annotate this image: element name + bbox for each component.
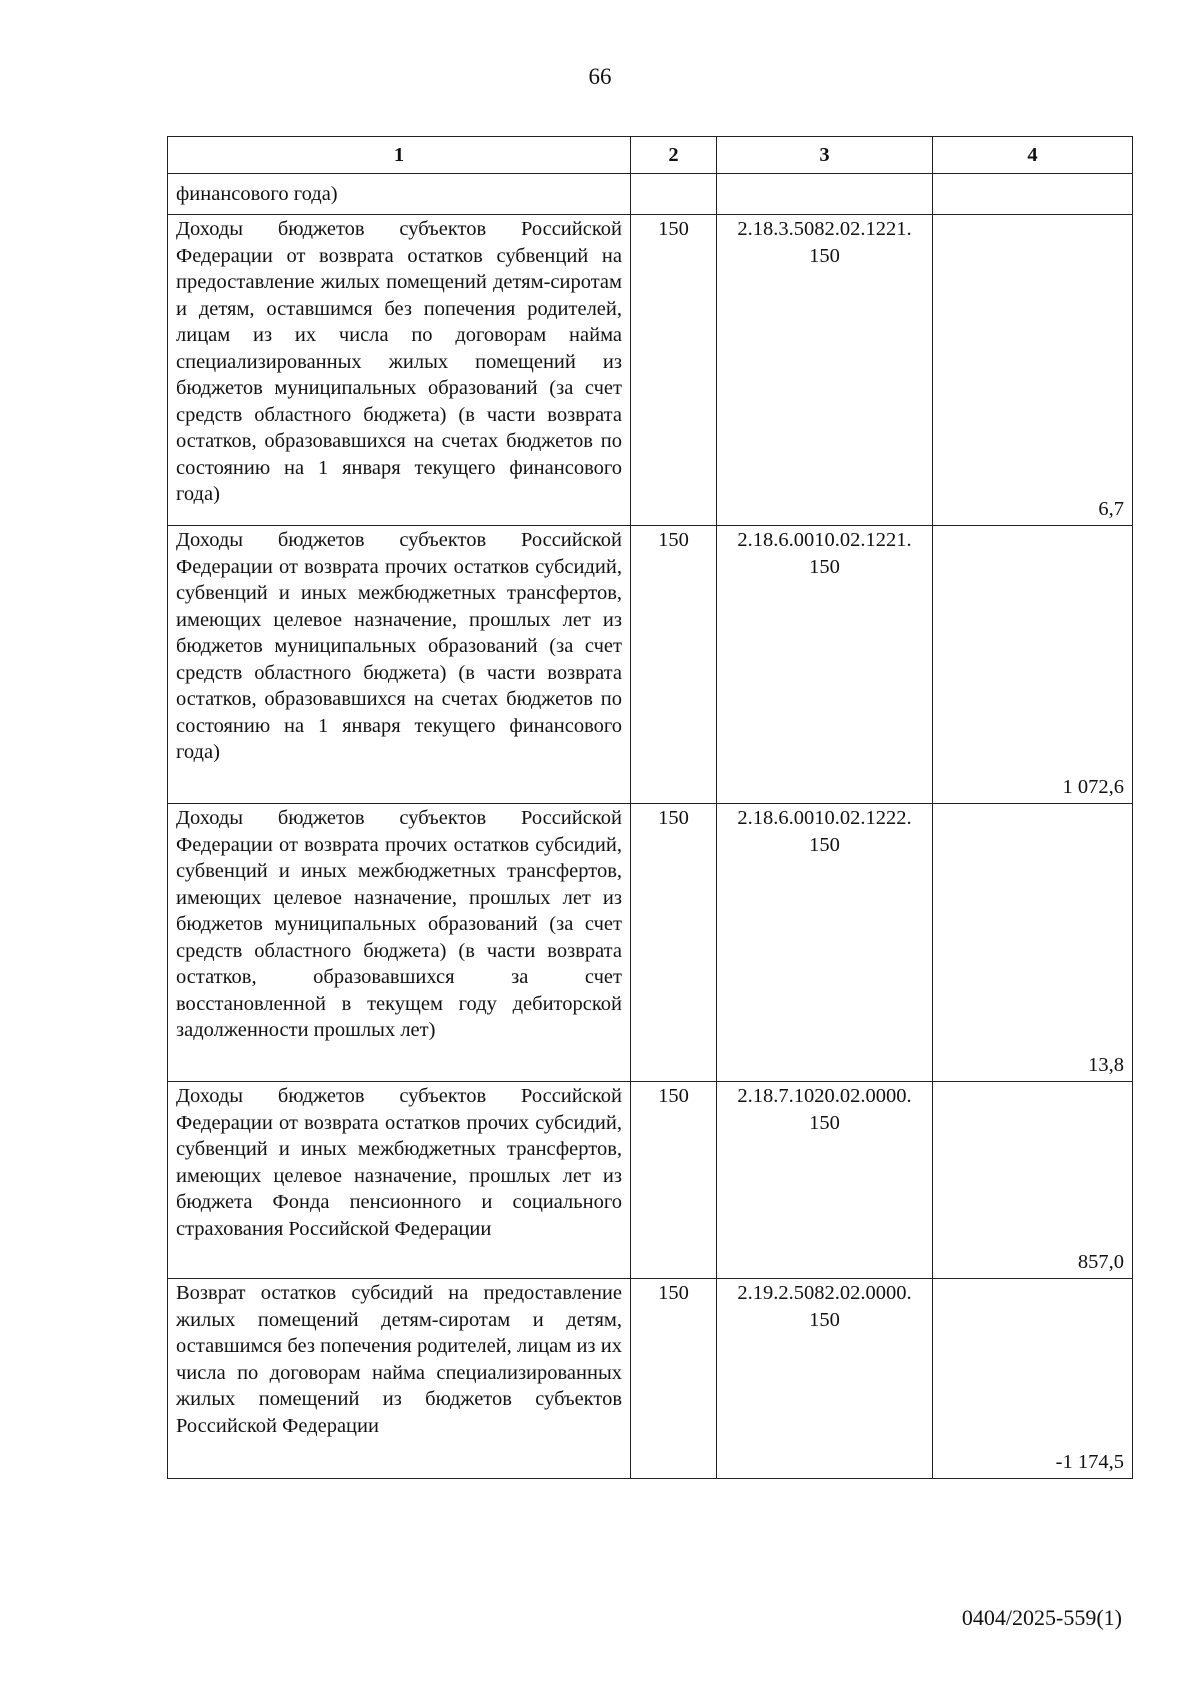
header-col-4: 4 bbox=[933, 137, 1133, 174]
row-col2-value: 150 bbox=[631, 1082, 717, 1279]
row-description: Доходы бюджетов субъектов Российской Федерации от возврата прочих остатков субсидий, субвенций и иных межбюджетных трансфертов, имеющих целевое назначение, прошлых лет из бюджетов муниципальных образований (за счет средств областного бюджета) (в части возврата остатков, образовавшихся на счетах бюджетов по состоянию на 1 января текущего финансового года) bbox=[168, 526, 631, 804]
row-description: Доходы бюджетов субъектов Российской Федерации от возврата остатков субвенций на предоставление жилых помещений детям-сиротам и детям, оставшимся без попечения родителей, лицам из их числа по договорам найма специализированных жилых помещений из бюджетов муниципальных образований (за счет средств областного бюджета) (в части возврата остатков, образовавшихся на счетах бюджетов по состоянию на 1 января текущего финансового года) bbox=[168, 215, 631, 526]
row-code-line1: 2.18.3.5082.02.1221. bbox=[737, 218, 912, 240]
row-amount: 6,7 bbox=[933, 215, 1133, 526]
table-row-continuation bbox=[168, 174, 1133, 215]
row-amount: -1 174,5 bbox=[933, 1279, 1133, 1479]
row-description: Доходы бюджетов субъектов Российской Федерации от возврата прочих остатков субсидий, субвенций и иных межбюджетных трансфертов, имеющих целевое назначение, прошлых лет из бюджетов муниципальных образований (за счет средств областного бюджета) (в части возврата остатков, образовавшихся за счет восстановленной в текущем году дебиторской задолженности прошлых лет) bbox=[168, 804, 631, 1082]
budget-table bbox=[167, 136, 1133, 1479]
row-code-line2: 150 bbox=[809, 833, 840, 856]
row-code-line1: 2.18.6.0010.02.1222. bbox=[737, 807, 912, 829]
document-code: 0404/2025-559(1) bbox=[961, 1605, 1122, 1630]
page-number: 66 bbox=[588, 64, 612, 89]
table-header-row bbox=[168, 137, 1133, 174]
row-amount: 857,0 bbox=[933, 1082, 1133, 1279]
row-col2-value: 150 bbox=[631, 1279, 717, 1479]
header-col-2: 2 bbox=[631, 137, 717, 174]
empty-cell bbox=[717, 174, 933, 215]
row-code-line1: 2.18.6.0010.02.1221. bbox=[737, 529, 912, 551]
row-code-line2: 150 bbox=[809, 1111, 840, 1134]
table-row bbox=[168, 526, 1133, 804]
row-description: Доходы бюджетов субъектов Российской Федерации от возврата остатков прочих субсидий, субвенций и иных межбюджетных трансфертов, имеющих целевое назначение, прошлых лет из бюджета Фонда пенсионного и социального страхования Российской Федерации bbox=[168, 1082, 631, 1279]
empty-cell bbox=[631, 174, 717, 215]
row-code bbox=[717, 804, 933, 1082]
header-col-1: 1 bbox=[168, 137, 631, 174]
row-code bbox=[717, 1279, 933, 1479]
row-code bbox=[717, 526, 933, 804]
row-description: Возврат остатков субсидий на предоставление жилых помещений детям-сиротам и детям, оставшимся без попечения родителей, лицам из их числа по договорам найма специализированных жилых помещений из бюджетов субъектов Российской Федерации bbox=[168, 1279, 631, 1479]
row-code-line2: 150 bbox=[809, 1308, 840, 1331]
row-amount: 13,8 bbox=[933, 804, 1133, 1082]
header-col-3: 3 bbox=[717, 137, 933, 174]
table-row bbox=[168, 215, 1133, 526]
row-col2-value: 150 bbox=[631, 215, 717, 526]
row-col2-value: 150 bbox=[631, 804, 717, 1082]
continuation-text: финансового года) bbox=[168, 174, 631, 215]
table-row bbox=[168, 1082, 1133, 1279]
row-col2-value: 150 bbox=[631, 526, 717, 804]
row-code bbox=[717, 215, 933, 526]
row-code-line1: 2.18.7.1020.02.0000. bbox=[737, 1085, 912, 1107]
empty-cell bbox=[933, 174, 1133, 215]
table-row bbox=[168, 1279, 1133, 1479]
row-amount: 1 072,6 bbox=[933, 526, 1133, 804]
row-code-line2: 150 bbox=[809, 244, 840, 267]
row-code-line1: 2.19.2.5082.02.0000. bbox=[737, 1282, 912, 1304]
row-code bbox=[717, 1082, 933, 1279]
row-code-line2: 150 bbox=[809, 555, 840, 578]
table-row bbox=[168, 804, 1133, 1082]
